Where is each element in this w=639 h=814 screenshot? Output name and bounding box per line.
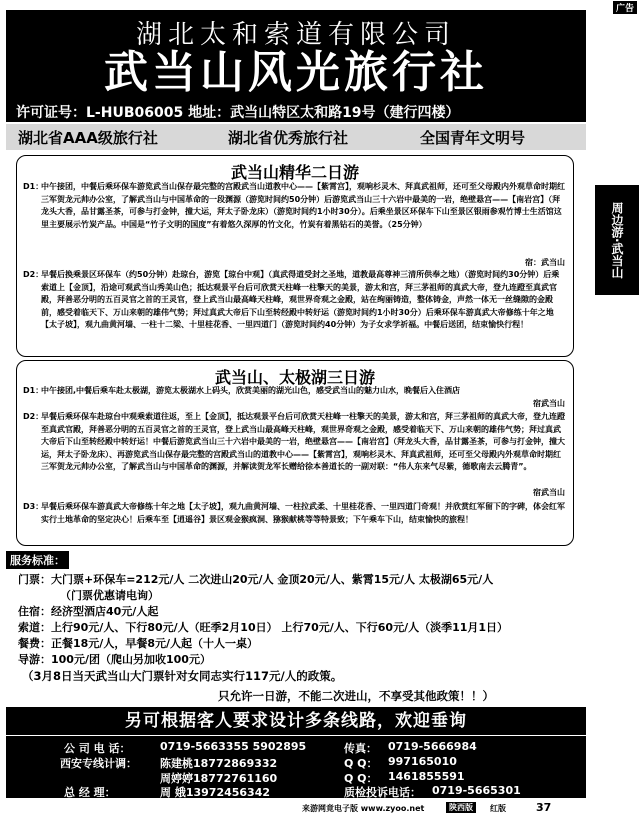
stay-note-1: 宿武当山 [533,399,565,408]
service-label: 餐费： [18,637,51,650]
ad-tag: 广告 [613,1,637,14]
day-label: D2： [23,412,44,421]
company-name: 湖北太和索道有限公司 [135,20,456,50]
fax-label: 传真： [344,742,377,755]
page-number: 37 [536,801,552,814]
service-standards-title: 服务标准： [6,551,69,569]
service-text: 大门票+环保车=212元/人 二次进山20元/人 金顶20元/人、紫霄15元/人 太极湖65元/人 [51,573,494,586]
page-footer [0,801,639,814]
service-row-tickets [18,571,493,587]
rating-youth: 全国青年文明号 [420,129,526,147]
tour-three-day-title: 武当山、太极湖三日游 [214,368,375,387]
company-phone-label: 公 司 电 话： [64,742,131,755]
tour-two-day-title: 武当山精华二日游 [230,163,359,182]
qq-number-2: 1461855591 [388,770,465,783]
qq-number-1: 997165010 [388,755,457,768]
service-label: 索道： [18,621,51,634]
policy-notice: 只允许一日游，不能二次进山，不享受其他政策！！） [218,689,494,703]
service-row-guide [18,651,211,667]
tour1-day1 [23,181,567,269]
tour2-day1 [23,385,567,411]
tour-three-day-box [16,360,574,546]
qq-label-1: Q Q： [344,757,378,770]
xian-line-label: 西安专线计调： [60,757,137,770]
xian-contact-2[interactable]: 周婷婷18772761160 [160,772,278,785]
custom-route-banner: 另可根据客人要求设计多条线路，欢迎垂询 [6,707,586,735]
day-label: D2： [23,270,44,279]
complaint-phone[interactable]: 0719-5665301 [432,784,521,797]
footer-site: 来游网竟电子版 www.zyoo.net [302,804,425,813]
day-label: D3： [23,502,44,511]
day-text: 早餐后乘环保车赴琼台中观乘索道往返，至上【金顶】，抵达观景平台后可欣赏天柱峰一柱擎天的美景，游太和宫，拜三茅祖师的真武大帝，登九连蹬至真武官殿，拜善恶分明的五百灵官之首的王灵官，登上武当山最高峰天柱峰，观世界奇观之金殿，感受着临天下、万山来朝的雄伟气势；拜过真武大帝后下山至转经殿中转好运！中餐后游览武当山三十六岩中最美的一岩，绝壁悬宫——【南岩宫】（拜龙头大香，品甘露圣茶，可参与打金钟，撞大运，拜太子卧龙床）、再游览武当山保存最完整的宫殿武当山的道教中心——【紫霄宫】，观响杉灵木、拜真武祖师，还可至父母殿内外观草命时期红三军贺龙元帅办公室，了解武当山与中国革命的渊源，并解读贺龙军长赠给徐本善道长的一副对联：“伟人东来气尽紫，德歌南去云腾青”。 [41,412,565,472]
tour-two-day-box [16,155,574,357]
company-phone[interactable]: 0719-5663355 5902895 [160,740,307,753]
stay-note-2: 宿武当山 [533,488,565,497]
service-text: 正餐18元/人，早餐8元/人起（十人一桌） [51,637,258,650]
service-label: 门票： [18,573,51,586]
tour2-day2 [23,411,567,499]
ratings-bar [6,124,586,150]
agency-brand: 武当山风光旅行社 [104,47,488,98]
rating-aaa: 湖北省AAA级旅行社 [18,129,158,147]
side-label: 周边游·武当山 [595,185,639,295]
xian-contact-1[interactable]: 陈建桃18772869332 [160,757,278,770]
contact-block [6,736,586,798]
header-block [6,10,586,122]
service-label: 住宿： [18,605,51,618]
qq-label-2: Q Q： [344,772,378,785]
tour1-day2 [23,269,567,355]
footer-badge: 陕西版 [446,802,476,813]
tour2-day3 [23,501,567,541]
service-row-meals [18,635,258,651]
day-label: D1： [23,386,44,395]
service-label: 导游： [18,653,51,666]
complaint-label: 质检投诉电话： [344,786,421,799]
day-text: 中午接团,中餐后乘车赴太极湖，游览太极湖水上码头，欣赏美丽的湖光山色，感受武当山的魅力山水，晚餐后入住酒店 [41,386,461,395]
service-row-cableway [18,619,508,635]
stay-note: 宿：武当山 [525,258,565,267]
day-text: 中午接团，中餐后乘环保车游览武当山保存最完整的宫殿武当山道教中心——【紫霄宫】，观响杉灵木、拜真武祖师，还可至父母殿内外观草命时期红三军贺龙元帅办公室，了解武当山与中国革命的一段渊源（游览时间约50分钟）后游览武当山三十六岩中最美的一岩，绝壁悬宫——【南岩宫】（拜龙头大香，品甘露圣茶，可参与打金钟，撞大运，拜太子卧龙床）（游览时间约1小时30分）。后乘坐景区环保车下山至景区银雨参观竹博士生活馆这里主要展示竹炭产品。中国是“竹子文明的国度”有着悠久深厚的竹文化，竹炭有着黑钻石的美誉。（25分钟） [41,182,565,229]
service-text: （门票优惠请电询） [60,589,159,602]
rating-excellent: 湖北省优秀旅行社 [228,129,349,147]
service-text: 经济型酒店40元/人起 [51,605,159,618]
manager-contact[interactable]: 周 娥13972456342 [160,786,271,799]
service-text: 100元/团（爬山另加收100元） [51,653,211,666]
day-text: 早餐后换乘景区环保车（约50分钟）赴琼台，游览【琼台中观】（真武得道受封之圣地，道教最高尊神三清所供奉之地）（游览时间约30分钟）后乘索道上【金顶】，沿途可观武当山秀美山色；抵达观景平台后可欣赏天柱峰一柱擎天的美景，游太和宫，拜三茅祖师的真武大帝，登九连蹬至真武官殿，拜善恶分明的五百灵官之首的王灵官，登上武当山最高峰天柱峰，观世界奇观之金殿，站在绚丽铸造，整体铸金，声然一体无一丝缝隙的金殿前，感受着临天下、万山来朝的雄伟气势；拜过真武大帝后下山至转经殿中转好运（游览时间约1小时30分）后乘环保车游真武大帝修练十年之地【太子坡】，观九曲黄河墙、一柱十二梁、十里桂花香、一里四道门（游览时间约40分钟）为子女求学祈福。中餐后送团，结束愉快行程！ [41,270,560,330]
manager-label: 总 经 理： [64,786,116,799]
day-text: 早餐后乘环保车游真武大帝修练十年之地【太子坡】，观九曲黄河墙、一柱拉武柔、十里桂花香、一里四道门奇观！并欣赏红军留下的字碑，体会红军实行土地革命的坚定决心！后乘车至【逍遥谷】景区观金猴疯洞、猕猴献桃等等特景致；下午乘车下山，结束愉快的旅程！ [41,502,565,524]
service-text: 上行90元/人、下行80元/人（旺季2月10日） 上行70元/人、下行60元/人（淡季11月1日） [51,621,509,634]
day-label: D1： [23,182,44,191]
footer-edition: 红版 [490,804,506,813]
womens-day-notice: （3月8日当天武当山大门票针对女同志实行117元/人的政策。 [22,669,343,683]
service-row-lodging [18,603,158,619]
fax-number: 0719-5666984 [388,740,477,753]
license-address: 许可证号：L-HUB06005 地址：武当山特区太和路19号（建行四楼） [16,105,460,121]
service-row-ticket-note [60,587,159,603]
